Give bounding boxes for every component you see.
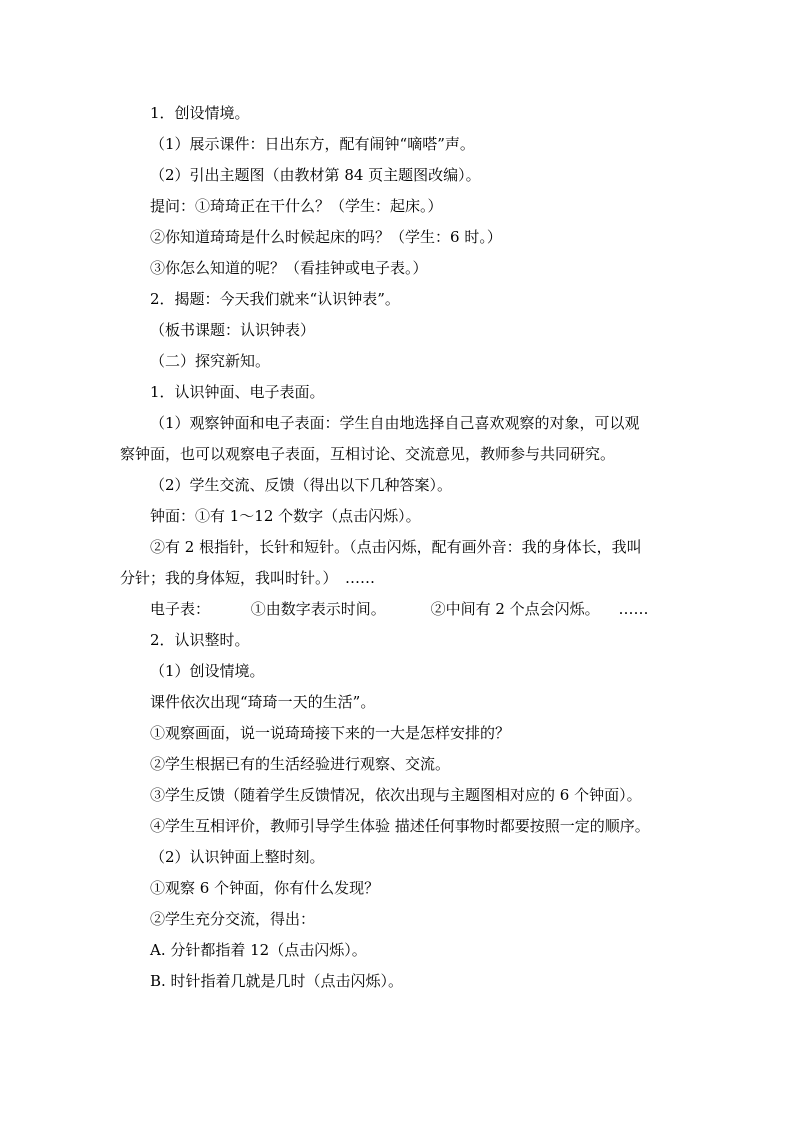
electronic-label: 电子表： bbox=[150, 600, 211, 618]
text-line: （1）创设情境。 bbox=[150, 662, 265, 680]
text-line: 课件依次出现“琦琦一天的生活”。 bbox=[150, 693, 376, 711]
text-line: 察钟面，也可以观察电子表面，互相讨论、交流意见，教师参与共同研究。 bbox=[120, 445, 616, 463]
text-line: ①观察 6 个钟面，你有什么发现？ bbox=[150, 879, 380, 897]
text-line: A. 分针都指着 12（点击闪烁）。 bbox=[150, 941, 367, 959]
electronic-item-2: ②中间有 2 个点会闪烁。 bbox=[430, 600, 600, 618]
text-line: ④学生互相评价，教师引导学生体验 描述任何事物时都要按照一定的顺序。 bbox=[150, 817, 650, 835]
text-line: （2）引出主题图（由教材第 84 页主题图改编）。 bbox=[150, 166, 481, 184]
text-line: 1．创设情境。 bbox=[150, 104, 250, 122]
section-heading: （二）探究新知。 bbox=[150, 352, 271, 370]
text-line: 2．认识整时。 bbox=[150, 631, 250, 649]
text-line: B. 时针指着几就是几时（点击闪烁）。 bbox=[150, 972, 404, 990]
text-line: ②学生根据已有的生活经验进行观察、交流。 bbox=[150, 755, 451, 773]
text-line: （2）学生交流、反馈（得出以下几种答案）。 bbox=[150, 476, 453, 494]
text-line: ②有 2 根指针，长针和短针。（点击闪烁，配有画外音：我的身体长，我叫 bbox=[150, 538, 642, 556]
text-line: ③你怎么知道的呢？（看挂钟或电子表。） bbox=[150, 259, 428, 277]
text-line: ②你知道琦琦是什么时候起床的吗？（学生：6 时。） bbox=[150, 228, 502, 246]
electronic-ellipsis: …… bbox=[618, 600, 649, 618]
electronic-item-1: ①由数字表示时间。 bbox=[250, 600, 386, 618]
text-line: 提问：①琦琦正在干什么？（学生：起床。） bbox=[150, 197, 443, 215]
text-line: ②学生充分交流，得出： bbox=[150, 910, 316, 928]
text-line: （1）观察钟面和电子表面：学生自由地选择自己喜欢观察的对象，可以观 bbox=[150, 414, 640, 432]
text-line: ①观察画面，说一说琦琦接下来的一大是怎样安排的？ bbox=[150, 724, 511, 742]
text-line: （2）认识钟面上整时刻。 bbox=[150, 848, 325, 866]
text-line: 钟面：①有 1～12 个数字（点击闪烁）。 bbox=[150, 507, 421, 525]
text-line: 1．认识钟面、电子表面。 bbox=[150, 383, 325, 401]
text-line: （板书课题：认识钟表） bbox=[150, 321, 316, 339]
text-line: 分针；我的身体短，我叫时针。） …… bbox=[120, 569, 376, 587]
electronic-watch-line bbox=[150, 599, 794, 619]
text-line: （1）展示课件：日出东方，配有闹钟“嘀嗒”声。 bbox=[150, 135, 475, 153]
text-line: ③学生反馈（随着学生反馈情况，依次出现与主题图相对应的 6 个钟面）。 bbox=[150, 786, 642, 804]
text-line: 2．揭题：今天我们就来“认识钟表”。 bbox=[150, 290, 400, 308]
